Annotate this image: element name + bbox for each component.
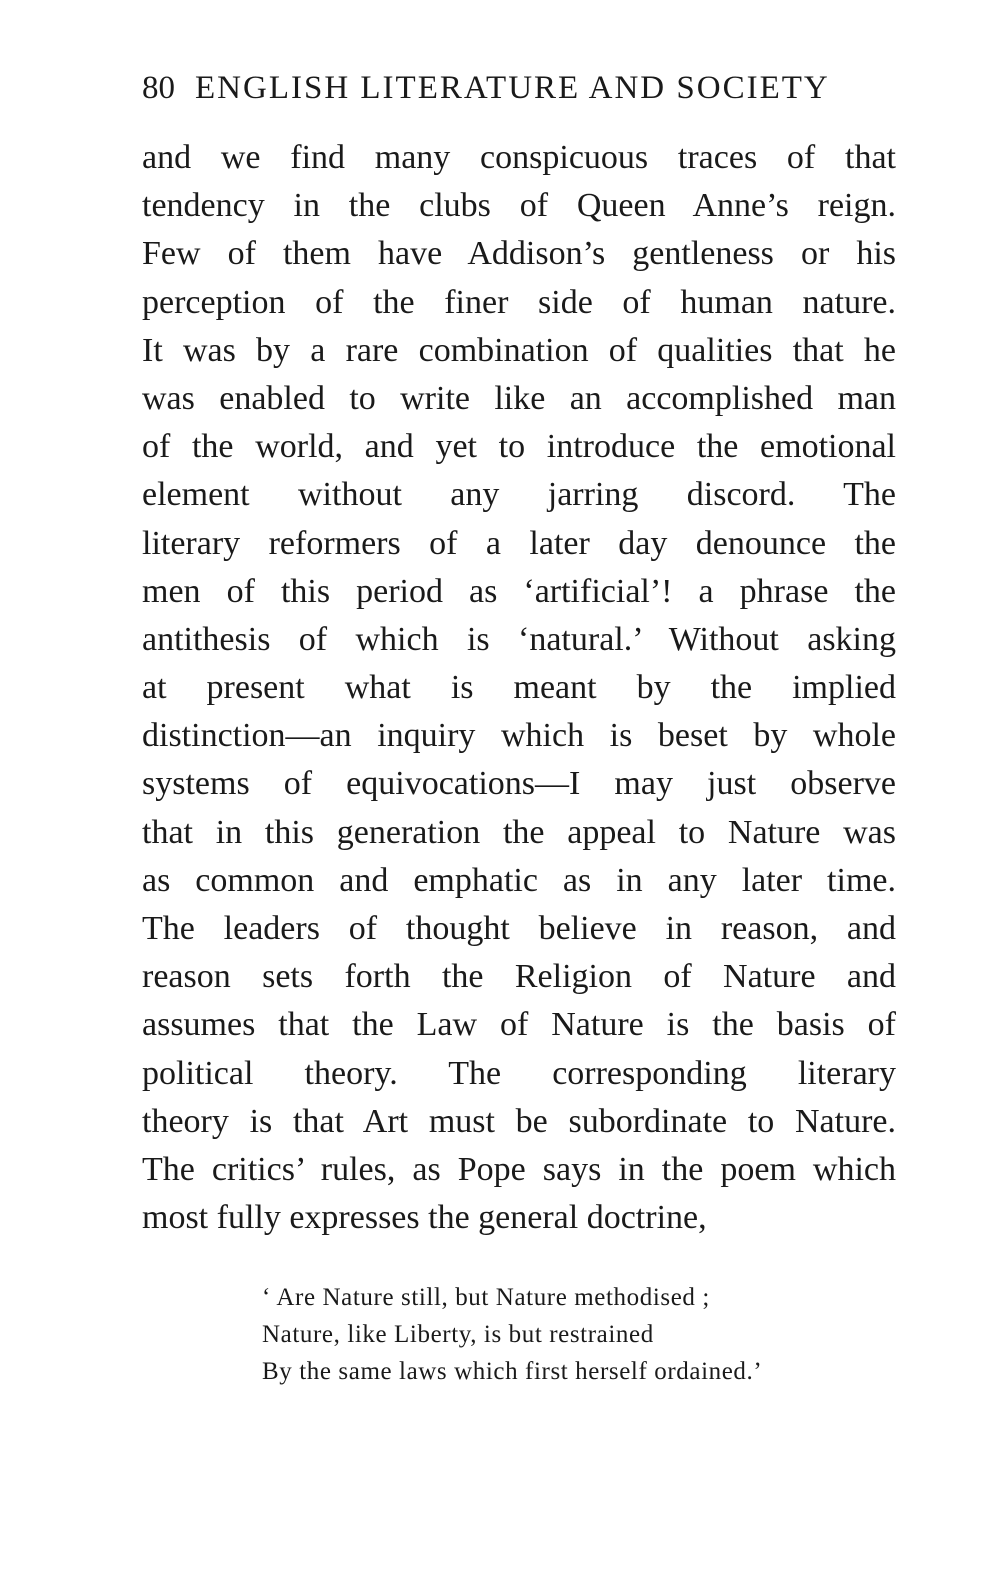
- text-line: assumes that the Law of Nature is the basis of: [142, 1006, 896, 1044]
- page-number: 80: [142, 70, 175, 106]
- text-line: reason sets forth the Religion of Nature and: [142, 958, 896, 996]
- text-line: It was by a rare combination of qualities that he: [142, 331, 896, 369]
- text-line: and we find many conspicuous traces of that: [142, 139, 896, 176]
- text-line: theory is that Art must be subordinate to Nature.: [142, 1102, 896, 1140]
- verse-line: Nature, like Liberty, is but restrained: [262, 1321, 654, 1348]
- text-line: tendency in the clubs of Queen Anne’s reign.: [142, 187, 896, 225]
- text-line: of the world, and yet to introduce the emotional: [142, 428, 896, 466]
- text-line: Few of them have Addison’s gentleness or his: [142, 235, 896, 273]
- text-line: The leaders of thought believe in reason, and: [142, 910, 896, 947]
- text-line: systems of equivocations—I may just observe: [142, 765, 896, 803]
- text-line: political theory. The corresponding literary: [142, 1054, 896, 1092]
- text-line: distinction—an inquiry which is beset by whole: [142, 717, 896, 755]
- text-line: at present what is meant by the implied: [142, 669, 896, 707]
- text-line: that in this generation the appeal to Nature was: [142, 813, 896, 851]
- text-line: element without any jarring discord. The: [142, 476, 896, 514]
- text-line: The critics’ rules, as Pope says in the poem which: [142, 1150, 896, 1188]
- verse-line: ‘ Are Nature still, but Nature methodised ;: [262, 1284, 710, 1311]
- text-line: men of this period as ‘artificial’! a phrase the: [142, 572, 896, 610]
- running-head: [142, 66, 898, 110]
- verse-quotation: [262, 1279, 862, 1390]
- text-line: was enabled to write like an accomplished man: [142, 379, 896, 417]
- text-line: antithesis of which is ‘natural.’ Without asking: [142, 620, 896, 658]
- text-line: as common and emphatic as in any later time.: [142, 861, 896, 899]
- text-line: most fully expresses the general doctrine,: [142, 1199, 707, 1237]
- body-paragraph: [142, 134, 896, 1242]
- text-line: literary reformers of a later day denounce the: [142, 524, 896, 562]
- verse-line: By the same laws which first herself ordained.’: [262, 1358, 763, 1385]
- text-line: perception of the finer side of human nature.: [142, 283, 896, 321]
- running-title: ENGLISH LITERATURE AND SOCIETY: [195, 70, 830, 106]
